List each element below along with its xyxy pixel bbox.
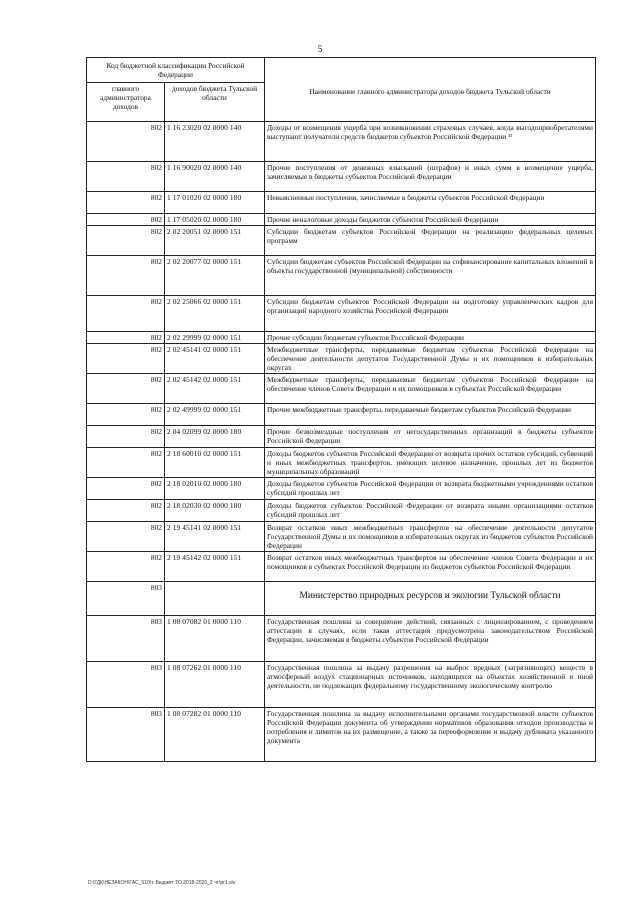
- income-name-cell: Доходы от возмещения ущерба при возникновении страховых случаев, когда выгодоприобретателями выступают получатели средств бюджетов субъектов Российской Федерации ⁴⁾: [265, 122, 596, 162]
- income-name-cell: Государственная пошлина за выдачу исполнительными органами государственной власти субъектов Российской Федерации документа об утверждении нормативов образования отходов производства и потребления и лимитов на их размещение, а также за переоформление и выдачу дубликата указанного документа: [265, 708, 596, 762]
- income-code-cell: 2 04 02099 02 0000 180: [165, 426, 265, 448]
- table-row: [87, 226, 596, 256]
- income-name-cell: Министерство природных ресурсов и экологии Тульской области: [265, 582, 596, 616]
- admin-code-cell: 802: [87, 296, 165, 332]
- income-name-cell: Доходы бюджетов субъектов Российской Федерации от возврата иными организациями остатков субсидий прошлых лет: [265, 500, 596, 522]
- ministry-row: [87, 582, 596, 616]
- admin-code-cell: 803: [87, 582, 165, 616]
- income-code-cell: 2 02 45142 02 0000 151: [165, 374, 265, 404]
- income-name-cell: Доходы бюджетов субъектов Российской Федерации от возврата прочих остатков субсидий, субвенций и иных межбюджетных трансфертов, имеющих целевое назначение, прошлых лет из бюджетов муниципальных образований: [265, 448, 596, 478]
- admin-code-cell: 802: [87, 522, 165, 552]
- admin-code-cell: 803: [87, 708, 165, 762]
- admin-code-cell: 802: [87, 162, 165, 192]
- income-code-cell: 2 02 45141 02 0000 151: [165, 344, 265, 374]
- table-row: [87, 256, 596, 296]
- table-row: [87, 426, 596, 448]
- table-row: [87, 214, 596, 226]
- income-name-cell: Субсидии бюджетам субъектов Российской Федерации на подготовку управленческих кадров для организаций народного хозяйства Российской Федерации: [265, 296, 596, 332]
- admin-code-cell: 802: [87, 478, 165, 500]
- income-name-cell: Прочие безвозмездные поступления от негосударственных организаций в бюджеты субъектов Российской Федерации: [265, 426, 596, 448]
- income-code-cell: 2 18 02010 02 0000 180: [165, 478, 265, 500]
- income-code-cell: 1 16 90020 02 0000 140: [165, 162, 265, 192]
- admin-code-cell: 802: [87, 426, 165, 448]
- table-row: [87, 662, 596, 708]
- income-code-cell: 1 16 23020 02 0000 140: [165, 122, 265, 162]
- budget-classification-table: [86, 57, 596, 762]
- income-code-cell: 2 02 20051 02 0000 151: [165, 226, 265, 256]
- admin-code-cell: 802: [87, 122, 165, 162]
- income-name-cell: Межбюджетные трансферты, передаваемые бюджетам субъектов Российской Федерации на обеспечение деятельности депутатов Государственной Думы и их помощников в избирательных округах: [265, 344, 596, 374]
- admin-code-cell: 802: [87, 256, 165, 296]
- admin-code-cell: 802: [87, 332, 165, 344]
- admin-code-cell: 802: [87, 500, 165, 522]
- income-name-cell: Невыясненные поступления, зачисляемые в бюджеты субъектов Российской Федерации: [265, 192, 596, 214]
- admin-code-cell: 802: [87, 214, 165, 226]
- table-row: [87, 500, 596, 522]
- income-code-cell: 2 02 20077 02 0000 151: [165, 256, 265, 296]
- table-row: [87, 162, 596, 192]
- income-name-cell: Субсидии бюджетам субъектов Российской Федерации на софинансирование капитальных вложений в объекты государственной (муниципальной) собственности: [265, 256, 596, 296]
- income-code-cell: 2 02 25066 02 0000 151: [165, 296, 265, 332]
- income-code-cell: 1 17 01020 02 0000 180: [165, 192, 265, 214]
- table-row: [87, 296, 596, 332]
- name-header: Наименование главного администратора доходов бюджета Тульской области: [265, 58, 596, 122]
- income-code-cell: 1 08 07082 01 0000 110: [165, 616, 265, 662]
- income-name-cell: Прочие неналоговые доходы бюджетов субъектов Российской Федерации: [265, 214, 596, 226]
- admin-code-cell: 802: [87, 226, 165, 256]
- income-name-cell: Субсидии бюджетам субъектов Российской Федерации на реализацию федеральных целевых программ: [265, 226, 596, 256]
- table-row: [87, 448, 596, 478]
- income-code-cell: 2 18 02030 02 0000 180: [165, 500, 265, 522]
- admin-code-cell: 802: [87, 344, 165, 374]
- admin-code-cell: 802: [87, 448, 165, 478]
- income-name-cell: Прочие межбюджетные трансферты, передаваемые бюджетам субъектов Российской Федерации: [265, 404, 596, 426]
- table-row: [87, 616, 596, 662]
- income-name-cell: Государственная пошлина за выдачу разрешения на выброс вредных (загрязняющих) веществ в атмосферный воздух стационарных источников, находящихся на объектах хозяйственной и иной деятельности, не подлежащих федеральному государственному экологическому контролю: [265, 662, 596, 708]
- income-name-cell: Государственная пошлина за совершение действий, связанных с лицензированием, с проведением аттестации в случаях, если такая аттестация предусмотрена законодательством Российской Федерации, зачисляемая в бюджеты субъектов Российской Федерации: [265, 616, 596, 662]
- table-row: [87, 552, 596, 582]
- admin-code-cell: 803: [87, 662, 165, 708]
- table-row: [87, 122, 596, 162]
- table-row: [87, 332, 596, 344]
- admin-code-cell: 802: [87, 552, 165, 582]
- admin-subheader: главного администратора доходов: [87, 83, 165, 122]
- table-row: [87, 522, 596, 552]
- table-row: [87, 374, 596, 404]
- income-code-cell: 2 19 45141 02 0000 151: [165, 522, 265, 552]
- income-code-cell: 1 08 07262 01 0000 110: [165, 662, 265, 708]
- income-code-cell: 2 18 60010 02 0000 151: [165, 448, 265, 478]
- admin-code-cell: 802: [87, 192, 165, 214]
- income-name-cell: Возврат остатков иных межбюджетных трансфертов на обеспечение членов Совета Федерации и их помощников в субъектах Российской Федерации из бюджетов субъектов Российской Федерации: [265, 552, 596, 582]
- table-row: [87, 192, 596, 214]
- income-code-cell: 2 02 29999 02 0000 151: [165, 332, 265, 344]
- income-name-cell: Прочие субсидии бюджетам субъектов Российской Федерации: [265, 332, 596, 344]
- code-header: Код бюджетной классификации Российской Федерации: [87, 58, 265, 83]
- table-row: [87, 708, 596, 762]
- income-name-cell: Прочие поступления от денежных взысканий (штрафов) и иных сумм в возмещение ущерба, зачисляемые в бюджеты субъектов Российской Федерации: [265, 162, 596, 192]
- table-row: [87, 404, 596, 426]
- income-name-cell: Межбюджетные трансферты, передаваемые бюджетам субъектов Российской Федерации на обеспечение членов Совета Федерации и их помощников в субъектах Российской Федерации: [265, 374, 596, 404]
- income-name-cell: Доходы бюджетов субъектов Российской Федерации от возврата бюджетными учреждениями остатков субсидий прошлых лет: [265, 478, 596, 500]
- table-row: [87, 478, 596, 500]
- page-number: 5: [317, 44, 323, 54]
- income-code-cell: 1 08 07282 01 0000 110: [165, 708, 265, 762]
- income-code-cell: 2 19 45142 02 0000 151: [165, 552, 265, 582]
- admin-code-cell: 802: [87, 374, 165, 404]
- income-code-cell: 1 17 05020 02 0000 180: [165, 214, 265, 226]
- income-code-cell: [165, 582, 265, 616]
- file-path-footer: D:\ГДК\НЕЗАКОН\ГАС_510\т. Бюджет ТО 2018-2020_2 чт\pr1.xls: [88, 880, 236, 886]
- income-code-cell: 2 02 49999 02 0000 151: [165, 404, 265, 426]
- income-name-cell: Возврат остатков иных межбюджетных трансфертов на обеспечение деятельности депутатов Государственной Думы и их помощников в избирательных округах из бюджетов субъектов Российской Федерации: [265, 522, 596, 552]
- income-subheader: доходов бюджета Тульской области: [165, 83, 265, 122]
- table-row: [87, 344, 596, 374]
- admin-code-cell: 803: [87, 616, 165, 662]
- admin-code-cell: 802: [87, 404, 165, 426]
